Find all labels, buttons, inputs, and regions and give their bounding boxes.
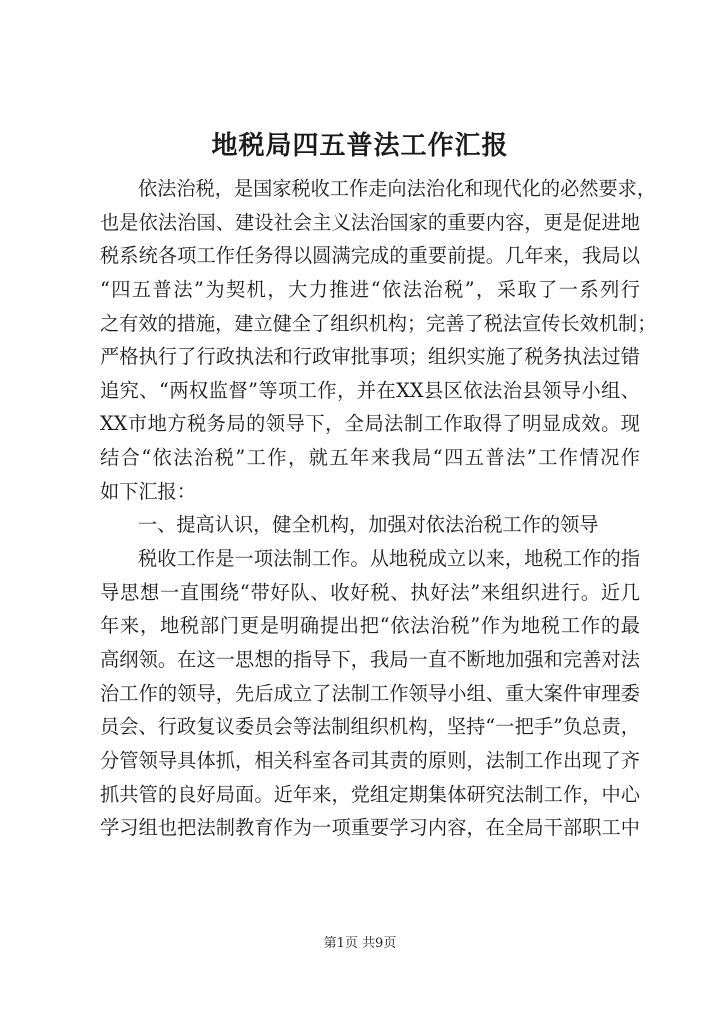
paragraph-line: 治工作的领导，先后成立了法制工作领导小组、重大案件审理委 <box>100 681 640 705</box>
paragraph-line: 也是依法治国、建设社会主义法治国家的重要内容，更是促进地 <box>100 210 640 234</box>
paragraph-line: 如下汇报： <box>100 479 196 503</box>
paragraph-line: 学习组也把法制教育作为一项重要学习内容，在全局干部职工中 <box>100 816 640 840</box>
paragraph-line: 之有效的措施，建立健全了组织机构；完善了税法宣传长效机制； <box>100 311 657 335</box>
paragraph-line: 分管领导具体抓，相关科室各司其责的原则，法制工作出现了齐 <box>100 748 640 772</box>
paragraph-line: 依法治税，是国家税收工作走向法治化和现代化的必然要求， <box>138 177 657 200</box>
paragraph-line: “四五普法”为契机，大力推进“依法治税”，采取了一系列行 <box>100 277 640 301</box>
paragraph-line: 税系统各项工作任务得以圆满完成的重要前提。几年来，我局以 <box>100 244 640 268</box>
page-number: 第1页 共9页 <box>323 936 397 951</box>
paragraph-line: 抓共管的良好局面。近年来，党组定期集体研究法制工作，中心 <box>100 782 640 806</box>
document-body <box>100 172 657 845</box>
paragraph-line: XX市地方税务局的领导下，全局法制工作取得了明显成效。现 <box>100 412 640 436</box>
paragraph-line: 严格执行了行政执法和行政审批事项；组织实施了税务执法过错 <box>100 345 640 369</box>
paragraph-line: 导思想一直围绕“带好队、收好税、执好法”来组织进行。近几 <box>100 580 640 604</box>
paragraph-line: 员会、行政复议委员会等法制组织机构，坚持“一把手”负总责， <box>100 715 640 739</box>
paragraph-line: 年来，地税部门更是明确提出把“依法治税”作为地税工作的最 <box>100 614 640 638</box>
document-title: 地税局四五普法工作汇报 <box>211 131 509 161</box>
paragraph-line: 结合“依法治税”工作，就五年来我局“四五普法”工作情况作 <box>100 446 640 470</box>
section-heading: 一、提高认识，健全机构，加强对依法治税工作的领导 <box>138 513 599 537</box>
paragraph-line: 高纲领。在这一思想的指导下，我局一直不断地加强和完善对法 <box>100 647 640 671</box>
paragraph-line: 税收工作是一项法制工作。从地税成立以来，地税工作的指 <box>138 547 640 571</box>
paragraph-line: 追究、“两权监督”等项工作，并在XX县区依法治县领导小组、 <box>100 378 640 402</box>
